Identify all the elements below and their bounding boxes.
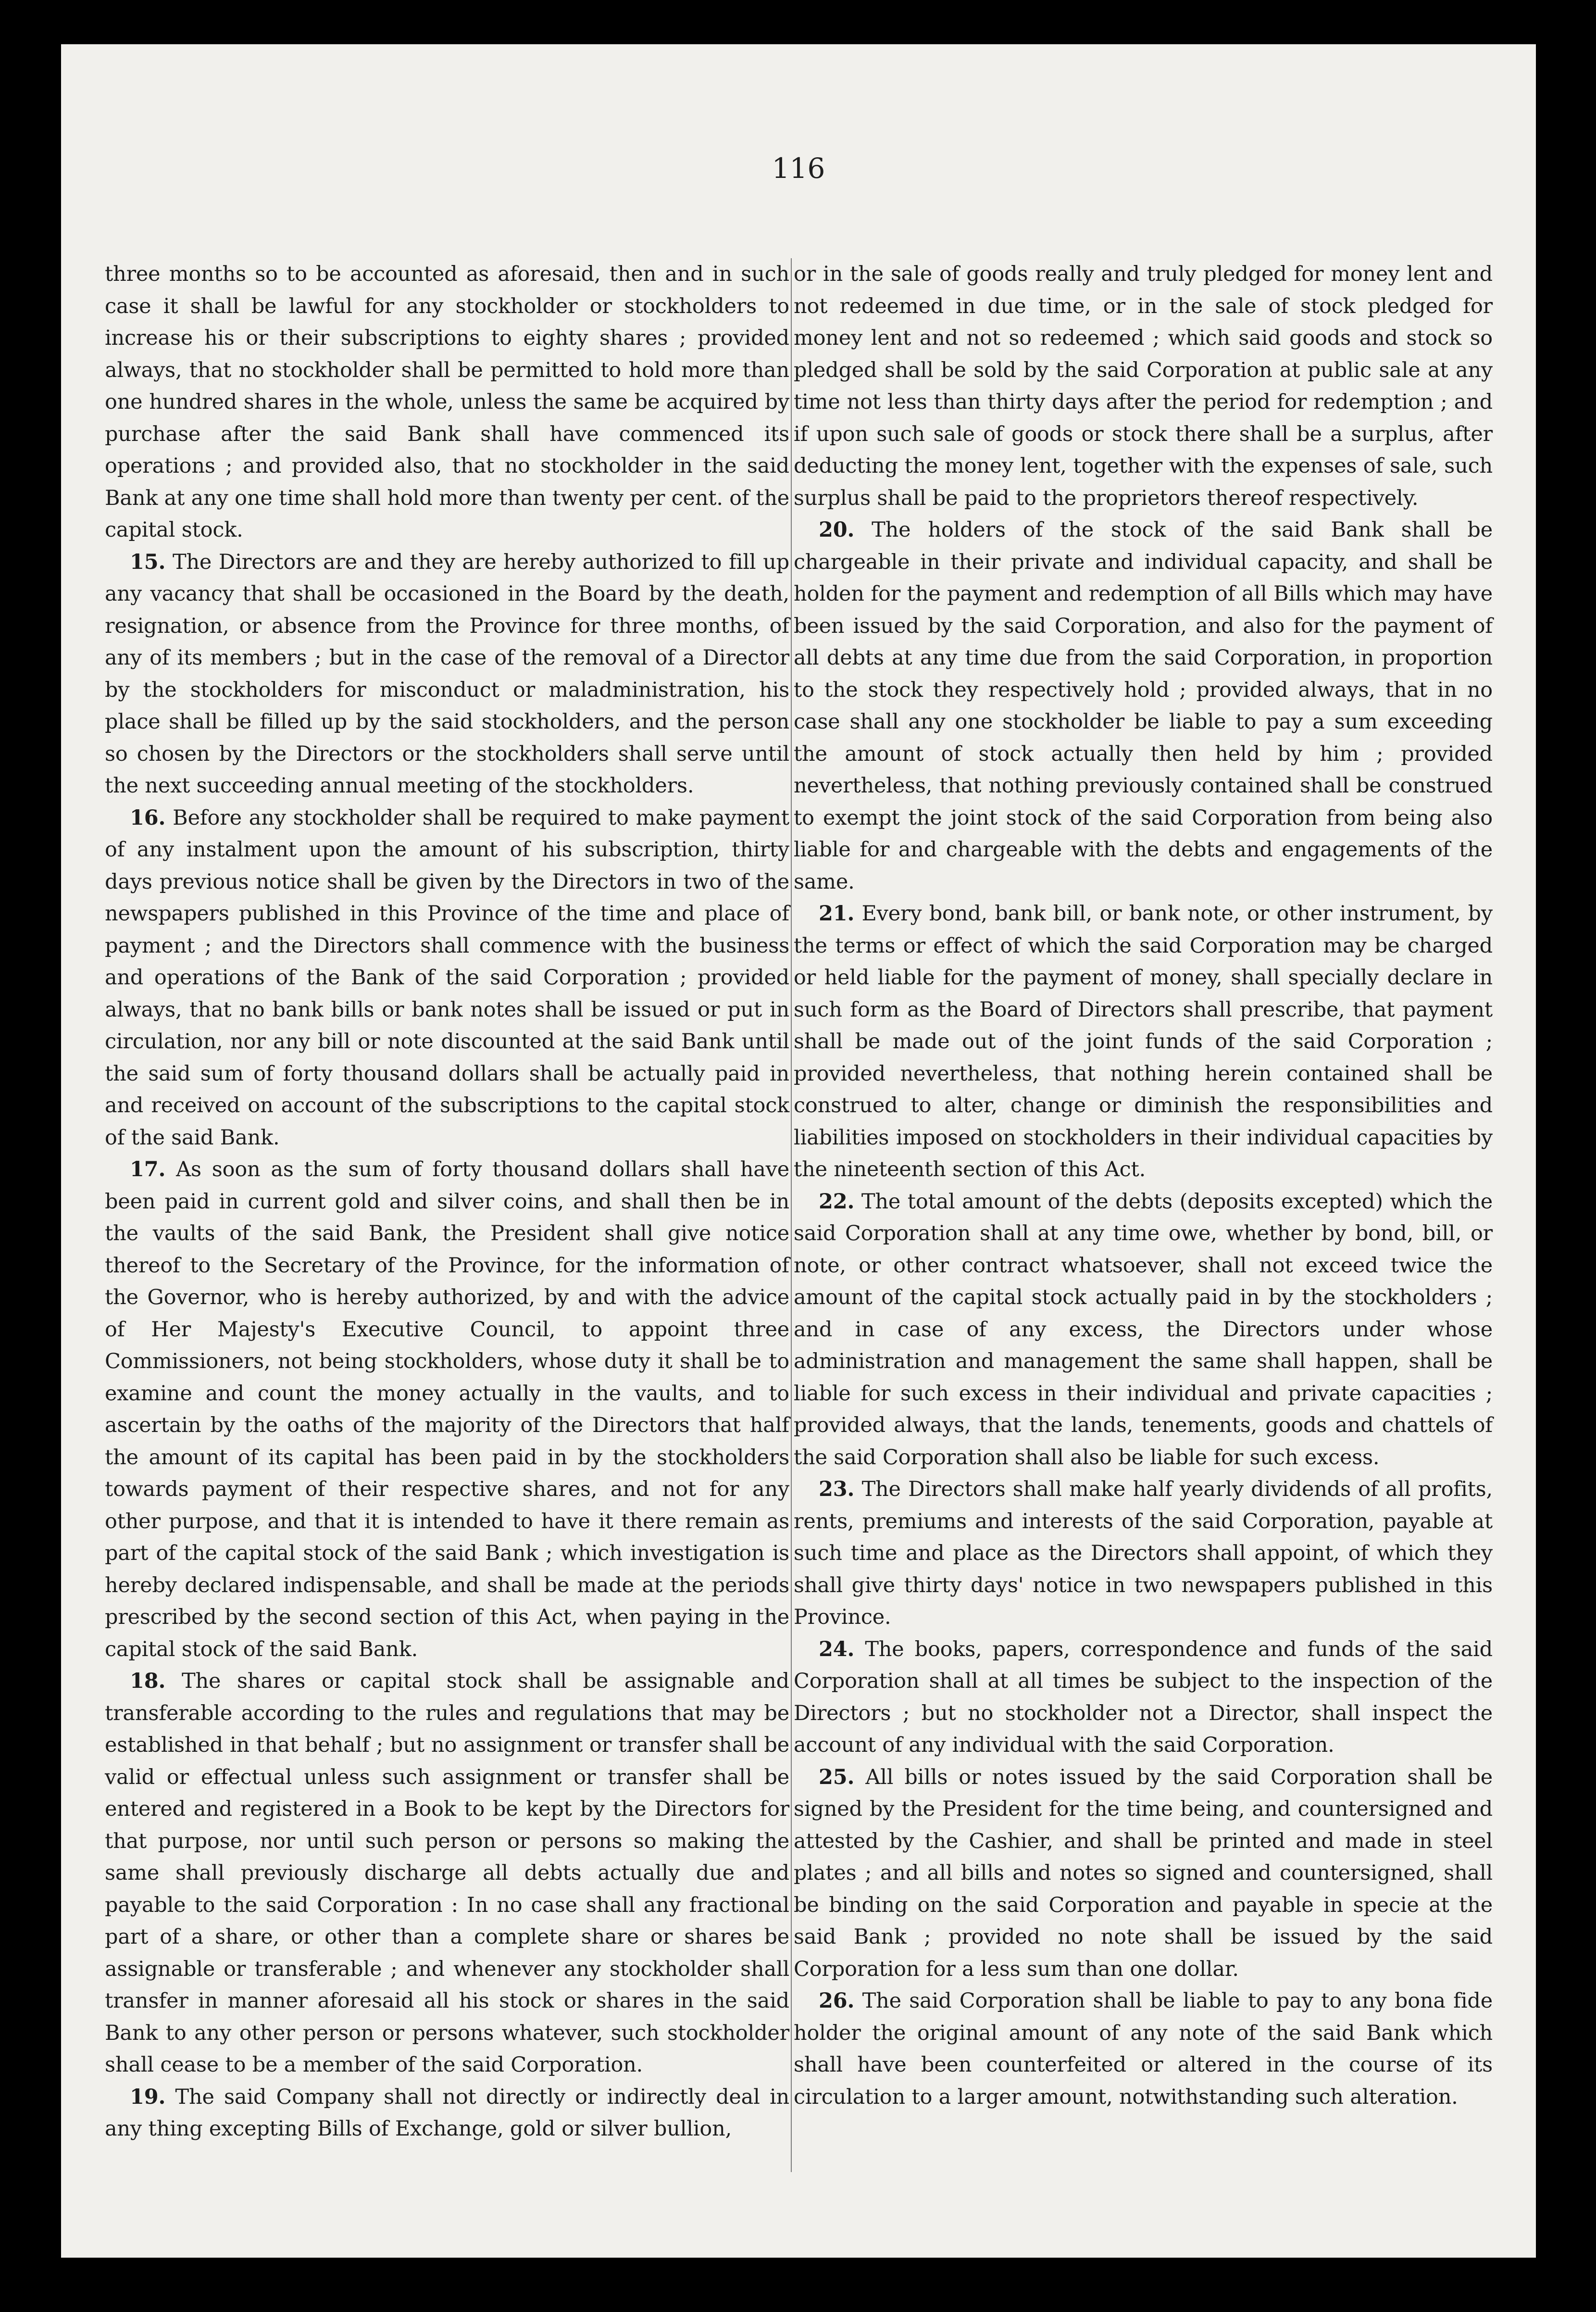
section-number: 18. [130, 1669, 166, 1693]
section-number: 16. [130, 805, 166, 830]
section-number: 24. [819, 1637, 855, 1661]
section-number: 17. [130, 1157, 166, 1181]
section-number: 25. [819, 1765, 855, 1789]
section-paragraph [794, 1473, 1493, 1633]
paragraph-text: The said Company shall not directly or indirectly deal in any thing excepting Bills of Exchange, gold or silver bullion, [105, 2085, 789, 2141]
page-number: 116 [772, 152, 825, 185]
paragraph-text: The shares or capital stock shall be assignable and transferable according to the rules and regulations that may be established in that behalf ; but no assignment or transfer shall be valid or effectual unless such assignment or transfer shall be entered and registered in a Book to be kept by the Directors for that purpose, nor until such person or persons so making the same shall previously discharge all debts actually due and payable to the said Corporation : In no case shall any fractional part of a share, or other than a complete share or shares be assignable or transferable ; and whenever any stockholder shall transfer in manner aforesaid all his stock or shares in the said Bank to any other person or persons whatever, such stockholder shall cease to be a member of the said Corporation. [105, 1669, 789, 2077]
section-paragraph [105, 1665, 789, 2081]
section-paragraph [794, 1633, 1493, 1761]
section-paragraph [794, 514, 1493, 898]
section-number: 22. [819, 1189, 855, 1214]
section-paragraph [105, 1154, 789, 1665]
column-divider [791, 258, 792, 2172]
section-number: 21. [819, 902, 855, 926]
paragraph-text: The total amount of the debts (deposits excepted) which the said Corporation shall at any time owe, whether by bond, bill, or note, or other contract whatsoever, shall not exceed twice the amount of the capital stock actually paid in by the stockholders ; and in case of any excess, the Directors under whose administration and management the same shall happen, shall be liable for such excess in their individual and private capacities ; provided always, that the lands, tenements, goods and chattels of the said Corporation shall also be liable for such excess. [794, 1189, 1493, 1470]
section-paragraph [105, 802, 789, 1154]
document-page [61, 44, 1536, 2258]
section-paragraph [794, 1985, 1493, 2113]
paragraph-text: The Directors are and they are hereby authorized to fill up any vacancy that shall be occasioned in the Board by the death, resignation, or absence from the Province for three months, of any of its members ; but in the case of the removal of a Director by the stockholders for misconduct or maladministration, his place shall be filled up by the said stockholders, and the person so chosen by the Directors or the stockholders shall serve until the next succeeding annual meeting of the stockholders. [105, 550, 789, 798]
paragraph-text: or in the sale of goods really and truly pledged for money lent and not redeemed in due time, or in the sale of stock pledged for money lent and not so redeemed ; which said goods and stock so pledged shall be sold by the said Corporation at public sale at any time not less than thirty days after the period for redemption ; and if upon such sale of goods or stock there shall be a surplus, after deducting the money lent, together with the expenses of sale, such surplus shall be paid to the proprietors thereof respectively. [794, 262, 1493, 510]
section-paragraph [794, 258, 1493, 514]
section-paragraph [105, 2081, 789, 2145]
paragraph-text: Before any stockholder shall be required to make payment of any instalment upon the amount of his subscription, thirty days previous notice shall be given by the Directors in two of the newspapers published in this Province of the time and place of payment ; and the Directors shall commence with the business and operations of the Bank of the said Corporation ; provided always, that no bank bills or bank notes shall be issued or put in circulation, nor any bill or note discounted at the said Bank until the said sum of forty thousand dollars shall be actually paid in and received on account of the subscriptions to the capital stock of the said Bank. [105, 805, 789, 1150]
paragraph-text: All bills or notes issued by the said Corporation shall be signed by the President for the time being, and countersigned and attested by the Cashier, and shall be printed and made in steel plates ; and all bills and notes so signed and countersigned, shall be binding on the said Corporation and payable in specie at the said Bank ; provided no note shall be issued by the said Corporation for a less sum than one dollar. [794, 1765, 1493, 1981]
section-paragraph [105, 258, 789, 546]
section-paragraph [794, 898, 1493, 1186]
paragraph-text: The said Corporation shall be liable to pay to any bona fide holder the original amount of any note of the said Bank which shall have been counterfeited or altered in the course of its circulation to a larger amount, notwithstanding such alteration. [794, 1989, 1493, 2109]
section-paragraph [794, 1761, 1493, 1985]
section-number: 20. [819, 518, 855, 542]
section-paragraph [794, 1186, 1493, 1474]
section-number: 15. [130, 550, 166, 574]
left-column [105, 258, 789, 2145]
section-paragraph [105, 546, 789, 802]
paragraph-text: The Directors shall make half yearly dividends of all profits, rents, premiums and interests of the said Corporation, payable at such time and place as the Directors shall appoint, of which they shall give thirty days' notice in two newspapers published in this Province. [794, 1477, 1493, 1629]
section-number: 19. [130, 2085, 166, 2109]
section-number: 26. [819, 1989, 855, 2013]
paragraph-text: As soon as the sum of forty thousand dollars shall have been paid in current gold and silver coins, and shall then be in the vaults of the said Bank, the President shall give notice thereof to the Secretary of the Province, for the information of the Governor, who is hereby authorized, by and with the advice of Her Majesty's Executive Council, to appoint three Commissioners, not being stockholders, whose duty it shall be to examine and count the money actually in the vaults, and to ascertain by the oaths of the majority of the Directors that half the amount of its capital has been paid in by the stockholders towards payment of their respective shares, and not for any other purpose, and that it is intended to have it there remain as part of the capital stock of the said Bank ; which investigation is hereby declared indispensable, and shall be made at the periods prescribed by the second section of this Act, when paying in the capital stock of the said Bank. [105, 1157, 789, 1661]
section-number: 23. [819, 1477, 855, 1501]
paragraph-text: The holders of the stock of the said Bank shall be chargeable in their private and individual capacity, and shall be holden for the payment and redemption of all Bills which may have been issued by the said Corporation, and also for the payment of all debts at any time due from the said Corporation, in proportion to the stock they respectively hold ; provided always, that in no case shall any one stockholder be liable to pay a sum exceeding the amount of stock actually then held by him ; provided nevertheless, that nothing previously contained shall be construed to exempt the joint stock of the said Corporation from being also liable for and chargeable with the debts and engagements of the same. [794, 518, 1493, 894]
paragraph-text: three months so to be accounted as aforesaid, then and in such case it shall be lawful for any stockholder or stockholders to increase his or their subscriptions to eighty shares ; provided always, that no stockholder shall be permitted to hold more than one hundred shares in the whole, unless the same be acquired by purchase after the said Bank shall have commenced its operations ; and provided also, that no stockholder in the said Bank at any one time shall hold more than twenty per cent. of the capital stock. [105, 262, 789, 542]
paragraph-text: Every bond, bank bill, or bank note, or other instrument, by the terms or effect of which the said Corporation may be charged or held liable for the payment of money, shall specially declare in such form as the Board of Directors shall prescribe, that payment shall be made out of the joint funds of the said Corporation ; provided nevertheless, that nothing herein contained shall be construed to alter, change or diminish the responsibilities and liabilities imposed on stockholders in their individual capacities by the nineteenth section of this Act. [794, 902, 1493, 1181]
right-column [794, 258, 1493, 2113]
paragraph-text: The books, papers, correspondence and funds of the said Corporation shall at all times be subject to the inspection of the Directors ; but no stockholder not a Director, shall inspect the account of any individual with the said Corporation. [794, 1637, 1493, 1757]
